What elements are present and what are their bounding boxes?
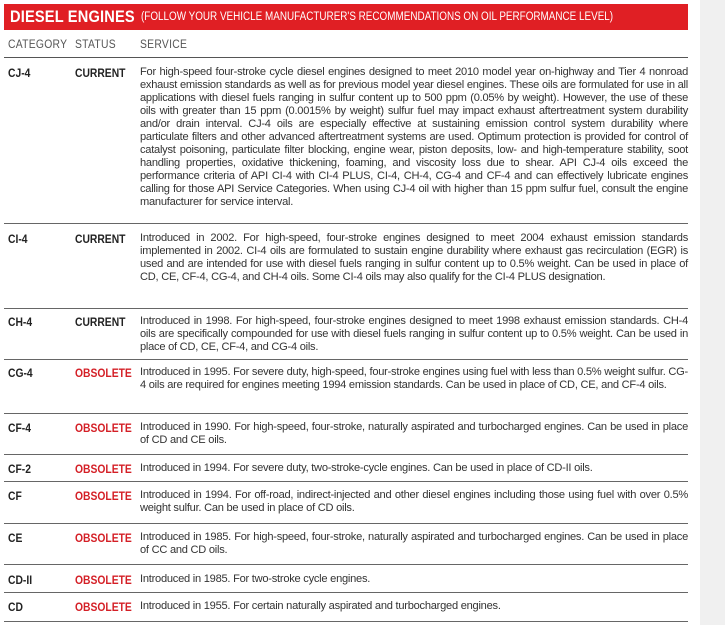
table-row — [4, 482, 688, 524]
row-status: OBSOLETE — [75, 489, 132, 503]
row-status: CURRENT — [75, 315, 126, 329]
table-row — [4, 593, 688, 622]
section-banner — [4, 4, 688, 30]
row-status: CURRENT — [75, 66, 126, 80]
row-service: Introduced in 1985. For high-speed, four-stroke, naturally aspirated and turbocharged engines. Can be used in place of CC and CD oils. — [140, 531, 688, 556]
row-category: CI-4 — [8, 232, 28, 246]
row-service: Introduced in 1994. For off-road, indirect-injected and other diesel engines including those using fuel with over 0.5% weight sulfur. Can be used in place of CD oils. — [140, 489, 688, 514]
table-row — [4, 414, 688, 455]
row-service: Introduced in 1994. For severe duty, two-stroke-cycle engines. Can be used in place of CD-II oils. — [140, 462, 593, 474]
table-row — [4, 360, 688, 414]
row-status: OBSOLETE — [75, 600, 132, 614]
row-status: OBSOLETE — [75, 573, 132, 587]
row-service: Introduced in 2002. For high-speed, four-stroke engines designed to meet 2004 exhaust emission standards implemented in 2002. CI-4 oils are formulated to sustain engine durability where exhaust gas recirculation (EGR) is used and are intended for use with diesel fuels ranging in sulfur content up to 0.5% weight. Can be used in place of CD, CE, CF-4, CG-4, and CH-4 oils. Some CI-4 oils may also qualify for the CI-4 PLUS designation. — [140, 232, 688, 283]
row-category: CF — [8, 489, 22, 503]
row-service: Introduced in 1995. For severe duty, high-speed, four-stroke engines using fuel with less than 0.5% weight sulfur. CG-4 oils are required for engines meeting 1994 emission standards. Can be used in place of CD, CE, and CF-4 oils. — [140, 366, 688, 391]
row-service: Introduced in 1990. For high-speed, four-stroke, naturally aspirated and turbocharged engines. Can be used in place of CD and CE oils. — [140, 421, 688, 446]
row-service: Introduced in 1955. For certain naturally aspirated and turbocharged engines. — [140, 600, 501, 612]
row-status: OBSOLETE — [75, 366, 132, 380]
table-row — [4, 309, 688, 360]
row-category: CF-4 — [8, 421, 31, 435]
row-service: Introduced in 1985. For two-stroke cycle engines. — [140, 573, 371, 585]
table-row — [4, 524, 688, 565]
section-subtitle: (FOLLOW YOUR VEHICLE MANUFACTURER'S RECOMMENDATIONS ON OIL PERFORMANCE LEVEL) — [141, 11, 614, 23]
row-category: CG-4 — [8, 366, 33, 380]
row-category: CJ-4 — [8, 66, 31, 80]
row-status: OBSOLETE — [75, 462, 132, 476]
table-row — [4, 565, 688, 593]
table-header — [4, 34, 688, 58]
table-row — [4, 455, 688, 482]
column-header-service: SERVICE — [140, 39, 188, 51]
section-title: DIESEL ENGINES — [10, 7, 135, 26]
table-row — [4, 224, 688, 309]
table-row — [4, 58, 688, 224]
row-service: For high-speed four-stroke cycle diesel engines designed to meet 2010 model year on-highway and Tier 4 nonroad exhaust emission standards as well as for previous model year diesel engines. These oils are formulated for use in all applications with diesel fuels ranging in sulfur content up to 500 ppm (0.05% by weight). However, the use of these oils with greater than 15 ppm (0.0015% by weight) sulfur fuel may impact exhaust aftertreatment system durability and/or drain interval. CJ-4 oils are especially effective at sustaining emission control system durability where particulate filters and other advanced aftertreatment systems are used. Optimum protection is provided for control of catalyst poisoning, particulate filter blocking, engine wear, piston deposits, low- and high-temperature stability, soot handling properties, oxidative thickening, foaming, and viscosity loss due to shear. API CJ-4 oils exceed the performance criteria of API CI-4 with CI-4 PLUS, CI-4, CH-4, CG-4 and CF-4 and can effectively lubricate engines calling for those API Service Categories. When using CJ-4 oil with higher than 15 ppm sulfur fuel, consult the engine manufacturer for service interval. — [140, 66, 688, 208]
row-status: OBSOLETE — [75, 531, 132, 545]
page-edge-shade — [700, 0, 725, 625]
row-category: CH-4 — [8, 315, 33, 329]
row-status: CURRENT — [75, 232, 126, 246]
row-category: CF-2 — [8, 462, 31, 476]
row-category: CE — [8, 531, 23, 545]
row-service: Introduced in 1998. For high-speed, four-stroke engines designed to meet 1998 exhaust emission standards. CH-4 oils are specifically compounded for use with diesel fuels ranging in sulfur content up to 0.5% weight. Can be used in place of CD, CE, CF-4, and CG-4 oils. — [140, 315, 688, 353]
row-category: CD — [8, 600, 23, 614]
row-category: CD-II — [8, 573, 33, 587]
row-status: OBSOLETE — [75, 421, 132, 435]
column-header-category: CATEGORY — [8, 39, 68, 51]
column-header-status: STATUS — [75, 39, 116, 51]
